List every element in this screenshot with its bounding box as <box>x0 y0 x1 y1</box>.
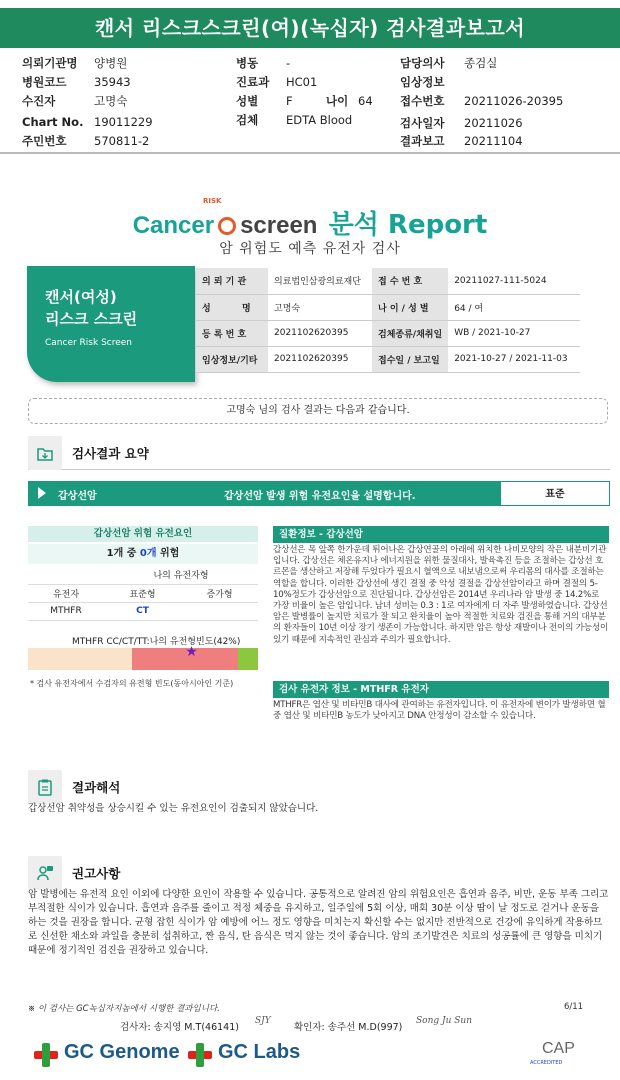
folder-icon <box>28 436 62 470</box>
info-key: 접수일 / 보고일 <box>372 346 448 372</box>
field-chart <box>22 113 153 131</box>
genotype-frequency-label: MTHFR CC/CT/TT:나의 유전형빈도(42%) <box>72 637 241 647</box>
report-subtitle: 암 위험도 예측 유전자 검사 <box>219 241 401 257</box>
risk-table-title: 갑상선암 위험 유전요인 <box>28 526 258 542</box>
examiner-signature: SJY <box>255 1016 271 1026</box>
label: 병원코드 <box>22 75 67 89</box>
card-title-1: 캔서(여성) <box>45 288 117 306</box>
section-title: 결과해석 <box>72 780 121 795</box>
examiner: 검사자: 송지영 M.T(46141) <box>120 1022 239 1033</box>
disease-info-title: 질환정보 - 갑상선암 <box>273 526 609 543</box>
col-gene: 유전자 <box>28 584 104 602</box>
frequency-segment <box>28 648 132 670</box>
table-row <box>196 294 580 320</box>
brand-text: GC Genome <box>64 1041 180 1063</box>
label: 검사일자 <box>400 116 445 130</box>
field-specimen <box>236 111 352 129</box>
ring-icon <box>218 217 236 235</box>
recommendation-section-header <box>28 856 610 890</box>
label: 검체 <box>236 113 259 127</box>
info-key: 임상정보/기타 <box>196 346 268 372</box>
value: HC01 <box>286 75 318 89</box>
field-institution <box>22 54 127 72</box>
gene-info-title: 검사 유전자 정보 - MTHFR 유전자 <box>273 681 609 698</box>
info-value: 의료법인삼광의료재단 <box>268 268 372 294</box>
label: 임상정보 <box>400 75 445 89</box>
standard-value: CT <box>104 602 181 620</box>
label: 성별 <box>236 94 259 108</box>
report-banner: 캔서 리스크스크린(여)(녹십자) 검사결과보고서 <box>0 8 620 48</box>
table-row <box>28 602 258 620</box>
info-key: 성 명 <box>196 294 268 320</box>
info-key: 나 이 / 성 별 <box>372 294 448 320</box>
label: 주민번호 <box>22 134 67 148</box>
footer-note: ※ 이 검사는 GC녹십자지놈에서 시행한 결과입니다. <box>28 1004 220 1014</box>
disease-desc: 갑상선암 발생 위험 유전요인을 설명합니다. <box>224 491 416 502</box>
risk-count <box>28 544 258 564</box>
genotype-frequency-bar <box>28 648 258 670</box>
gc-cross-icon <box>188 1043 212 1067</box>
table-row <box>196 268 580 294</box>
my-genotype-header: 나의 유전자형 <box>104 566 258 584</box>
value: 64 <box>358 94 373 108</box>
col-standard: 표준형 <box>104 584 181 602</box>
field-result-date <box>400 132 523 150</box>
field-ssn <box>22 132 149 150</box>
label: 수진자 <box>22 94 56 108</box>
info-value: 2021102620395 <box>268 320 372 346</box>
disease-name: 갑상선암 <box>58 491 97 502</box>
info-key: 접 수 번 호 <box>372 268 448 294</box>
label: Chart No. <box>22 115 84 129</box>
col-increase: 증가형 <box>181 584 258 602</box>
recommendation-text: 암 발병에는 유전적 요인 이외에 다양한 요인이 작용할 수 있습니다. 공통적으로 알려진 암의 위험요인은 흡연과 음주, 비만, 운동 부족 그리고 부적절한 식이가 있습니다. 흡연과 음주를 줄이고 적정 체중을 유지하고, 일주일에 5회 이상, 매회 30분 이상 땀이 날 정도로 걷거나 운동을 하는 것을 권장을 합니다. 균형 잡힌 식이가 암 예방에 어느 정도 영향을 미치는지 확신할 수는 없지만 전반적으로 건강에 유익하게 작용하므로 신선한 채소와 과일을 충분히 섭취하고, 짠 음식, 탄 음식은 먹지 않는 것이 좋습니다. 암의 조기발견은 치료의 성공률에 큰 영향을 미치기 때문에 정기적인 검진을 권장하고 있습니다. <box>28 889 609 956</box>
label: 의뢰기관명 <box>22 56 78 70</box>
value: 종검실 <box>464 56 498 70</box>
value: 양병원 <box>94 56 128 70</box>
confirmer: 확인자: 송주선 M.D(997) <box>294 1022 403 1033</box>
count-value: 0개 <box>139 548 157 559</box>
value: F <box>286 94 293 108</box>
confirmer-signature: Song Ju Sun <box>416 1016 473 1026</box>
table-row <box>28 566 258 584</box>
clipboard-icon <box>28 770 62 804</box>
field-clinical <box>400 73 464 91</box>
value: 35943 <box>94 75 131 89</box>
section-title: 권고사항 <box>72 866 121 881</box>
page-number: 6/11 <box>564 1002 584 1012</box>
interpretation-text: 갑상선암 취약성을 상승시킬 수 있는 유전요인이 검출되지 않았습니다. <box>28 803 319 814</box>
logo-screen: screen <box>240 212 318 239</box>
table-row <box>196 320 580 346</box>
cap-text: CAP <box>542 1040 575 1057</box>
frequency-segment <box>238 648 258 670</box>
info-value: 2021-10-27 / 2021-11-03 <box>448 346 580 372</box>
value: 570811-2 <box>94 134 150 148</box>
brand-text: GC Labs <box>218 1041 301 1063</box>
info-key: 의 뢰 기 관 <box>196 268 268 294</box>
disease-info-text: 갑상선은 목 앞쪽 한가운데 튀어나온 갑상연골의 아래에 위치한 나비모양의 작은 내분비기관입니다. 갑상선은 체온유지나 에너지원을 위한 물질대사, 발육촉진 등을 조절하는 갑상선 호르몬을 생산하고 저장해 두었다가 필요시 혈액으로 내보냄으로써 우리몸의 대사를 조절하는 역할을 합니다. 이러한 갑상선에 생긴 결절 중 악성 결절을 갑상선암이라고 하며 결절의 5-10%정도가 갑상선암으로 진단됩니다. 갑상선암은 2014년 우리나라 암 발생 중 14.2%로 가장 비율이 높은 암입니다. 남녀 성비는 0.3 : 1로 여자에게 더 자주 발생하였습니다. 갑상선암은 발병률이 높지만 치료가 잘 되고 완치율이 높아 적절한 치료와 검진을 통해 거의 대부분의 환자들이 10년 이상 장기 생존이 가능합니다. 하지만 암은 항상 재발이나 전이의 가능성이 있기 때문에 지속적인 관심과 주의가 필요합니다. <box>273 545 609 645</box>
field-hospital-code <box>22 73 131 91</box>
section-title: 검사결과 요약 <box>72 446 149 461</box>
risk-label: RISK <box>203 197 222 205</box>
table-row <box>28 584 258 602</box>
cap-subtext: ACCREDITED <box>530 1060 563 1066</box>
label: 접수번호 <box>400 94 445 108</box>
field-dept <box>236 73 317 91</box>
info-value: 2021102620395 <box>268 346 372 372</box>
product-card <box>27 266 195 382</box>
divider <box>0 152 620 154</box>
info-value: WB / 2021-10-27 <box>448 320 580 346</box>
greeting-box: 고명숙 님의 검사 결과는 다음과 같습니다. <box>28 398 608 424</box>
info-key: 검체종류/채취일 <box>372 320 448 346</box>
field-doctor <box>400 54 497 72</box>
info-value: 20211027-111-5024 <box>448 268 580 294</box>
table-row <box>196 346 580 372</box>
increase-value <box>181 602 258 620</box>
field-test-date <box>400 114 523 132</box>
result-bar <box>28 481 610 506</box>
label: 진료과 <box>236 75 270 89</box>
label: 병동 <box>236 56 259 70</box>
field-sex <box>236 92 373 110</box>
status-badge: 표준 <box>500 481 610 506</box>
label: 담당의사 <box>400 56 445 70</box>
logo-report: 분석 Report <box>328 210 488 240</box>
gene-name: MTHFR <box>28 602 104 620</box>
cap-accredited-logo <box>530 1040 590 1072</box>
value: 고명숙 <box>94 94 128 108</box>
value: 19011229 <box>94 115 153 129</box>
interpretation-section-header <box>28 770 610 804</box>
info-key: 등 록 번 호 <box>196 320 268 346</box>
info-value: 고명숙 <box>268 294 372 320</box>
gene-info-text: MTHFR은 엽산 및 비타민B 대사에 관여하는 유전자입니다. 이 유전자에 변이가 발생하면 혈중 엽산 및 비타민B 농도가 낮아지고 DNA 안정성이 감소할 수 있습니다. <box>273 700 606 722</box>
logo-cancer: Cancer <box>132 212 215 239</box>
frequency-footnote: * 검사 유전자에서 수검자의 유전형 빈도(동아시아인 기준) <box>30 679 234 688</box>
field-ward <box>236 54 290 72</box>
label: 나이 <box>326 94 349 108</box>
card-title-2: 리스크 스크린 <box>45 310 138 328</box>
field-patient <box>22 92 127 110</box>
arrow-right-icon <box>38 487 46 499</box>
summary-section-header <box>28 436 610 470</box>
gc-cross-icon <box>34 1043 58 1067</box>
empty-cell <box>28 566 104 584</box>
card-subtitle: Cancer Risk Screen <box>45 338 133 348</box>
star-icon: ★ <box>185 644 198 660</box>
value: 20211104 <box>464 134 523 148</box>
info-value: 64 / 여 <box>448 294 580 320</box>
label: 결과보고 <box>400 134 445 148</box>
field-receipt <box>400 92 563 110</box>
info-table <box>196 268 580 373</box>
count-prefix: 1개 중 <box>106 548 137 559</box>
cancer-screen-logo <box>0 197 620 241</box>
consult-icon <box>28 856 62 890</box>
count-suffix: 위험 <box>160 548 180 559</box>
value: 20211026-20395 <box>464 94 564 108</box>
value: EDTA Blood <box>286 113 353 127</box>
value: - <box>286 56 291 70</box>
genotype-table <box>28 566 258 621</box>
value: 20211026 <box>464 116 523 130</box>
